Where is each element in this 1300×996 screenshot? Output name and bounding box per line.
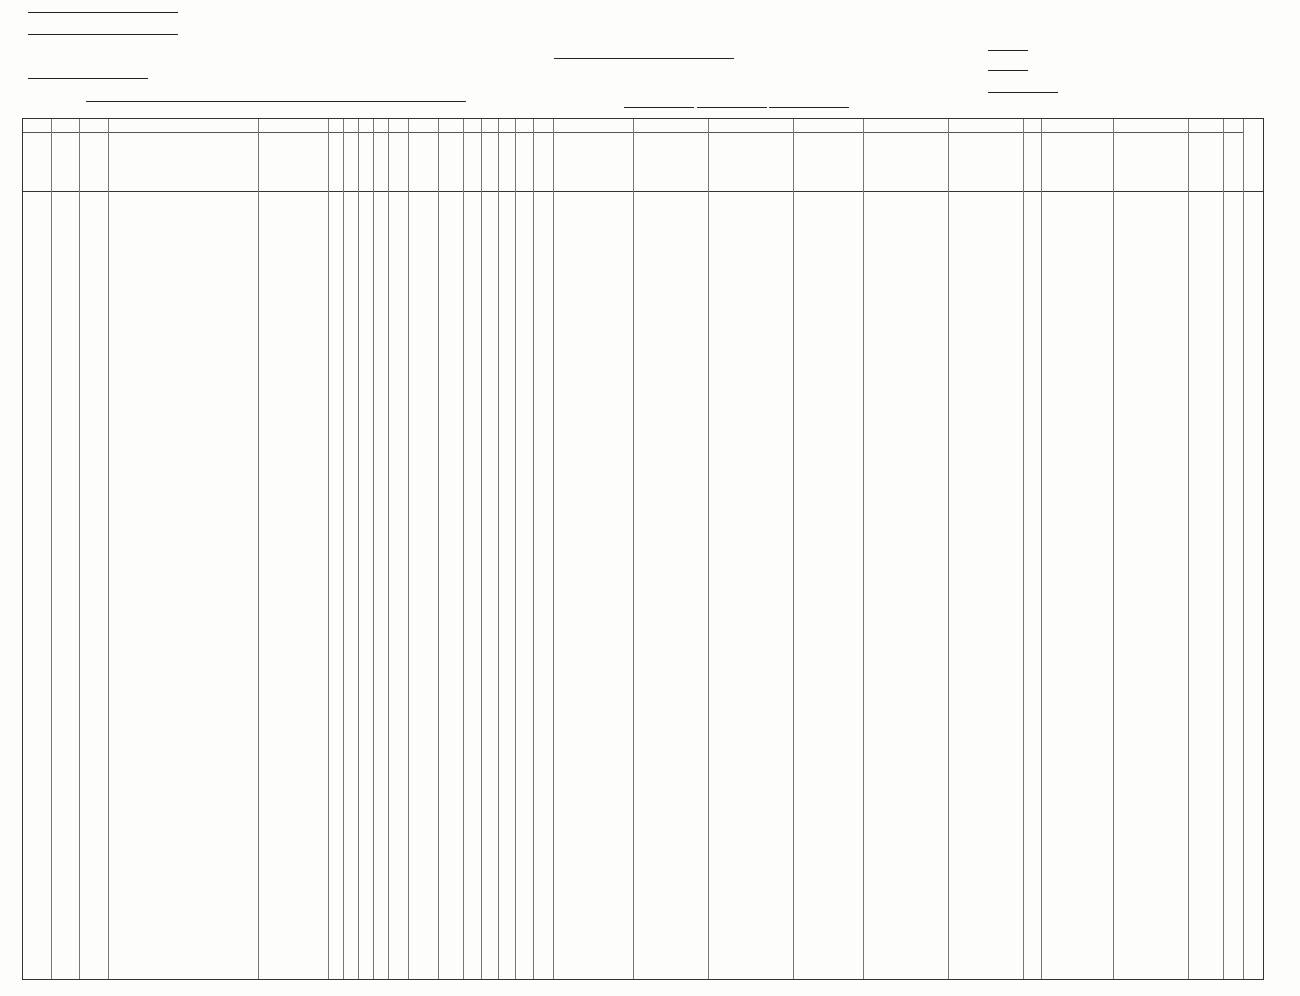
ward-value	[988, 92, 1058, 93]
institution-field	[86, 95, 466, 104]
enumerated-field	[624, 101, 849, 110]
place-field	[554, 52, 734, 61]
township-field	[28, 72, 148, 81]
supervisor-field	[988, 44, 1028, 53]
group-nativity	[553, 119, 1024, 133]
group-abode	[23, 119, 109, 133]
county-value	[28, 34, 178, 35]
township-value	[28, 78, 148, 79]
group-education	[498, 119, 554, 133]
county-field	[28, 28, 178, 37]
subgroup-person	[553, 157, 709, 191]
ed-field	[988, 64, 1028, 73]
group-name	[108, 119, 259, 133]
group-personal	[358, 119, 439, 133]
enumerated-date	[624, 107, 694, 108]
subgroup-mother	[863, 157, 1024, 191]
state-field	[28, 6, 178, 15]
census-table	[22, 118, 1264, 980]
place-value	[554, 58, 734, 59]
month-value	[697, 107, 767, 108]
state-value	[28, 12, 178, 13]
ward-field	[988, 86, 1058, 95]
supervisor-value	[988, 50, 1028, 51]
group-relation	[258, 119, 329, 133]
table-header	[23, 119, 1263, 192]
subgroup-father	[708, 157, 864, 191]
group-citizenship	[438, 119, 499, 133]
group-occupation	[1023, 119, 1244, 133]
enumerator-value	[769, 107, 849, 108]
ed-value	[988, 70, 1028, 71]
